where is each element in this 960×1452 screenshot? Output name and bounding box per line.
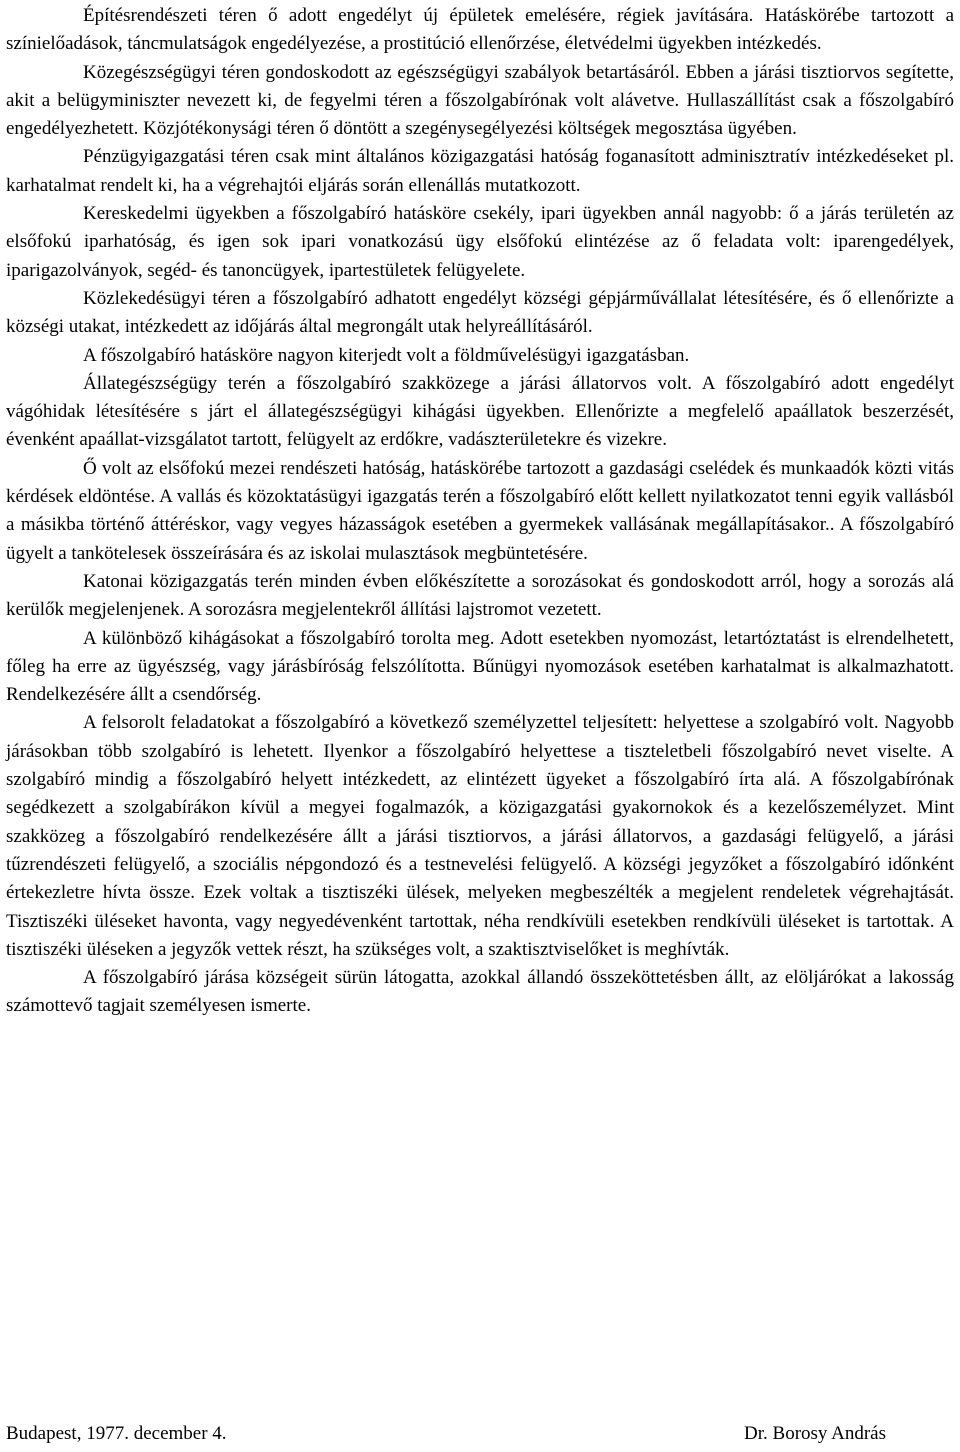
paragraph-finance: Pénzügyigazgatási téren csak mint általános közigazgatási hatóság foganasított adminisztratív intézkedéseket pl. karhatalmat rendelt ki, ha a végrehajtói eljárás során ellenállás mutatkozott. — [6, 146, 954, 196]
paragraph-public-health: Közegészségügyi téren gondoskodott az egészségügyi szabályok betartásáról. Ebben a járási tisztiorvos segítette, akit a belügyminiszter nevezett ki, de fegyelmi téren a főszolgabírónak volt alávetve. Hullaszállítást csak a főszolgabíró engedélyezhetett. Közjótékonysági téren ő döntött a szegénysegélyezési költségek megosztása ügyében. — [6, 61, 954, 140]
document-body — [6, 2, 954, 1021]
paragraph-visits: A főszolgabíró járása községeit sürün látogatta, azokkal állandó összeköttetésben állt, az elöljárókat a lakosság számottevő tagjait személyesen ismerte. — [6, 967, 954, 1017]
paragraph-offences: A különböző kihágásokat a főszolgabíró torolta meg. Adott esetekben nyomozást, letartóztatást is elrendelhetett, főleg ha erre az ügyészség, vagy járásbíróság felszólította. Bűnügyi nyomozások esetében karhatalmat is alkalmazhatott. Rendelkezésére állt a csendőrség. — [6, 627, 954, 706]
paragraph-agriculture: A főszolgabíró hatásköre nagyon kiterjedt volt a földművelésügyi igazgatásban. — [83, 344, 690, 366]
paragraph-rural-policing-religion: Ő volt az elsőfokú mezei rendészeti hatóság, hatáskörébe tartozott a gazdasági cselédek és munkaadók közti vitás kérdések eldöntése. A vallás és közoktatásügyi igazgatás terén a főszolgabíró előtt kellett nyilatkozatot tenni egyik vallásból a másikba történő áttéréskor, vagy vegyes házasságok esetében a gyermekek vallásának megállapításakor.. A főszolgabíró ügyelt a tankötelesek összeírására és az iskolai mulasztások megbüntetésére. — [6, 457, 954, 564]
place-date: Budapest, 1977. december 4. — [6, 1423, 227, 1444]
paragraph-transport: Közlekedésügyi téren a főszolgabíró adhatott engedélyt községi gépjárművállalat létesítésére, és ő ellenőrizte a községi utakat, intézkedett az időjárás által megrongált utak helyreállításáról. — [6, 287, 954, 338]
paragraph-commerce-industry: Kereskedelmi ügyekben a főszolgabíró hatásköre csekély, ipari ügyekben annál nagyobb: ő a járás területén az elsőfokú iparhatóság, és igen sok ipari vonatkozású ügy elsőfokú elintézése az ő feladata volt: iparengedélyek, iparigazolványok, segéd- és tanoncügyek, ipartestületek felügyelete. — [6, 203, 954, 281]
paragraph-building-authority: Építésrendészeti téren ő adott engedélyt új épületek emelésére, régiek javítására. Hatáskörébe tartozott a színielőadások, táncmulatságok engedélyezése, a prostitúció ellenőrzése, életvédelmi ügyekben intézkedés. — [6, 5, 954, 55]
author-signature: Dr. Borosy András — [744, 1423, 886, 1444]
paragraph-military: Katonai közigazgatás terén minden évben előkészítette a sorozásokat és gondoskodott arról, hogy a sorozás alá kerülők megjelenjenek. A sorozásra megjelentekről állítási lajstromot vezetett. — [6, 570, 954, 621]
paragraph-staff: A felsorolt feladatokat a főszolgabíró a következő személyzettel teljesített: helyettese a szolgabíró volt. Nagyobb járásokban több szolgabíró is lehetett. Ilyenkor a főszolgabíró helyettese a tiszteletbeli főszolgabíró nevet viselte. A szolgabíró mindig a főszolgabíró helyett intézkedett, az elintézett ügyeket a főszolgabíró írta alá. A főszolgabírónak segédkezett a szolgabírákon kívül a megyei fogalmazók, a közigazgatási gyakornokok és a kezelőszemélyzet. Mint szakközeg a főszolgabíró rendelkezésére állt a járási tisztiorvos, a járási állatorvos, a gazdasági felügyelő, a járási tűzrendészeti felügyelő, a szociális népgondozó és a testnevelési felügyelő. A községi jegyzőket a főszolgabíró időnként értekezletre hívta össze. Ezek voltak a tisztiszéki ülések, melyeken megbeszélték a megjelent rendeletek végrehajtását. Tisztiszéki üléseket havonta, vagy negyedévenként tartottak, néha rendkívüli esetekben rendkívüli üléseket is tartottak. A tisztiszéki üléseken a jegyzők vettek részt, ha szükséges volt, a szaktisztviselőket is meghívták. — [6, 712, 954, 960]
paragraph-animal-health: Állategészségügy terén a főszolgabíró szakközege a járási állatorvos volt. A főszolgabíró adott engedélyt vágóhidak létesítésére s járt el állategészségügyi kihágási ügyekben. Ellenőrizte a megfelelő apaállatok beszerzését, évenként apaállat-vizsgálatot tartott, felügyelt az erdőkre, vadászterületekre és vizekre. — [6, 372, 954, 451]
